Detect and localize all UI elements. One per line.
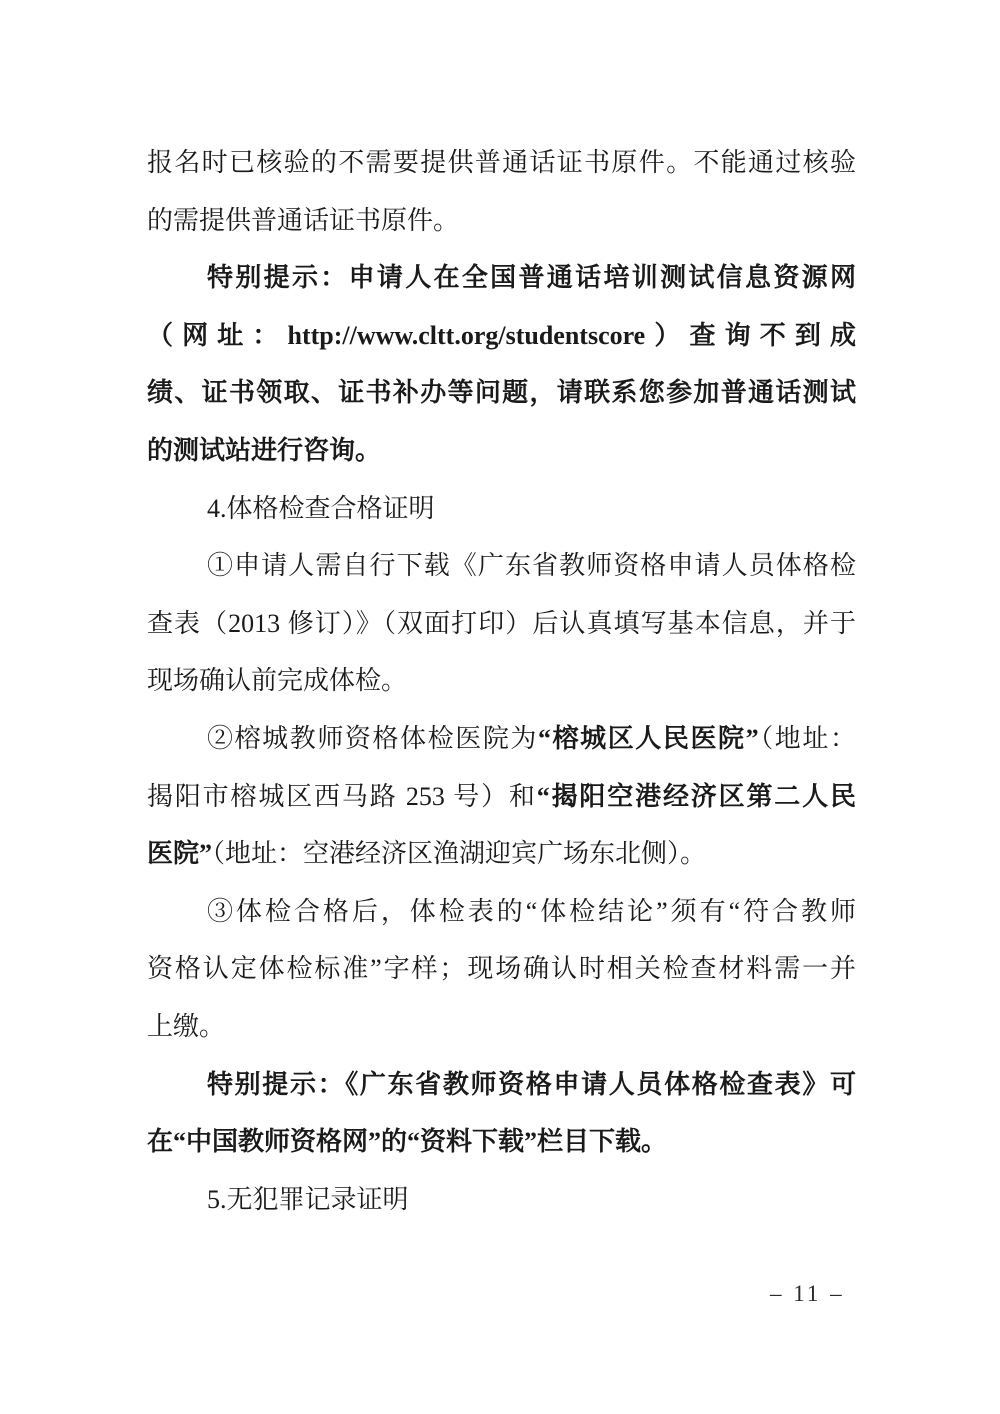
text-run: 资格认定体检标准”字样；现场确认时相关检查材料需一并 bbox=[147, 954, 856, 984]
bold-text-run: 特别提示：申请人在全国普通话培训测试信息资源网 bbox=[207, 263, 856, 293]
page-number: – 11 – bbox=[770, 1281, 845, 1306]
text-run: ③体检合格后，体检表的“体检结论”须有“符合教师 bbox=[207, 896, 856, 926]
text-run: 4.体格检查合格证明 bbox=[207, 493, 435, 523]
text-line bbox=[147, 537, 856, 595]
bold-text-run: 在“中国教师资格网”的“资料下载”栏目下载。 bbox=[147, 1127, 668, 1157]
bold-text-run: 特别提示：《广东省教师资格申请人员体格检查表》可 bbox=[207, 1069, 856, 1099]
text-line bbox=[147, 768, 856, 826]
text-line bbox=[147, 1171, 856, 1229]
text-line bbox=[147, 825, 856, 883]
text-line bbox=[147, 249, 856, 307]
text-run: 5.无犯罪记录证明 bbox=[207, 1184, 409, 1214]
text-line bbox=[147, 1113, 856, 1171]
text-run: （地址：空港经济区渔湖迎宾广场东北侧）。 bbox=[212, 839, 707, 869]
text-line bbox=[147, 307, 856, 365]
text-line bbox=[147, 364, 856, 422]
text-run: 现场确认前完成体检。 bbox=[147, 666, 408, 696]
text-line bbox=[147, 595, 856, 653]
text-run: ②榕城教师资格体检医院为 bbox=[207, 723, 538, 753]
text-line bbox=[147, 710, 856, 768]
text-run: 报名时已核验的不需要提供普通话证书原件。不能通过核验 bbox=[147, 148, 856, 177]
text-run: 查表（2013 修订）》（双面打印）后认真填写基本信息，并于 bbox=[147, 608, 856, 638]
text-line bbox=[147, 422, 856, 480]
document-body bbox=[147, 134, 856, 1228]
text-line bbox=[147, 652, 856, 710]
bold-text-run: 的测试站进行咨询。 bbox=[147, 435, 382, 465]
text-run: ①申请人需自行下载《广东省教师资格申请人员体格检 bbox=[207, 551, 856, 581]
text-line bbox=[147, 134, 856, 192]
text-line bbox=[147, 940, 856, 998]
text-line bbox=[147, 192, 856, 250]
bold-text-run: 医院” bbox=[147, 839, 213, 869]
text-line bbox=[147, 998, 856, 1056]
bold-text-run: 绩、证书领取、证书补办等问题，请联系您参加普通话测试 bbox=[147, 378, 856, 408]
text-run: 的需提供普通话证书原件。 bbox=[147, 205, 460, 235]
text-line bbox=[147, 480, 856, 538]
text-line bbox=[147, 1056, 856, 1114]
bold-text-run: “榕城区人民医院” bbox=[537, 723, 759, 753]
bold-text-run: “揭阳空港经济区第二人民 bbox=[536, 781, 856, 811]
text-run: （地址： bbox=[758, 723, 856, 753]
text-run: 揭阳市榕城区西马路 253 号）和 bbox=[147, 781, 537, 811]
text-run: 上缴。 bbox=[147, 1011, 226, 1041]
bold-text-run: （网址：http://www.cltt.org/studentscore）查询不到成 bbox=[147, 320, 856, 350]
text-line bbox=[147, 883, 856, 941]
